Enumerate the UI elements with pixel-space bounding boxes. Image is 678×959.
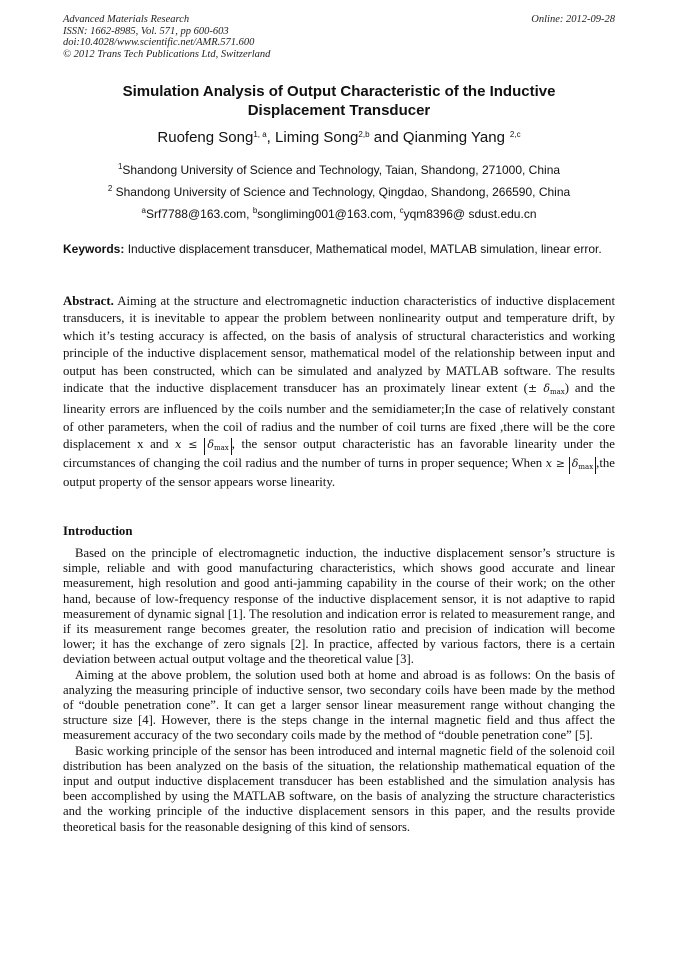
- keywords: [63, 242, 615, 257]
- affiliation-1: [63, 163, 615, 178]
- journal-name: Advanced Materials Research: [63, 14, 190, 25]
- math-subscript: max: [578, 463, 594, 472]
- email-text: yqm8396@ sdust.edu.cn: [403, 207, 537, 221]
- author-name: Liming Song: [275, 129, 359, 146]
- math-symbol: δ: [571, 457, 579, 471]
- copyright-line: © 2012 Trans Tech Publications Ltd, Switzerland: [63, 48, 271, 60]
- journal-header: [63, 14, 615, 60]
- math-subscript: max: [549, 388, 565, 397]
- paper-title: [63, 82, 615, 120]
- email-mark: c: [399, 206, 404, 215]
- author-list: [63, 128, 615, 148]
- math-symbol: δ: [207, 438, 214, 452]
- paragraph: Basic working principle of the sensor has been introduced and internal magnetic field of the solenoid coil distribution has been analyzed on the basis of the situation, the relationship mathematical equation of the input and output inductive displacement transducer has been established and the simulation analysis has been accomplished by using the MATLAB software, on the basis of analyzing the structure characteristics and the working principle of the inductive displacement sensors in this paper, and the results provide theoretical basis for the reasonable designing of this kind of sensors.: [63, 743, 615, 834]
- online-date: Online: 2012-09-28: [531, 14, 615, 25]
- math-x-ge-abs-delta: [546, 457, 596, 470]
- email-text: songliming001@163.com,: [257, 207, 400, 221]
- keywords-label: Keywords:: [63, 242, 125, 256]
- author-name: Qianming Yang: [402, 129, 505, 146]
- email-mark: b: [252, 206, 258, 215]
- keywords-text: Inductive displacement transducer, Mathematical model, MATLAB simulation, linear error.: [127, 242, 602, 256]
- math-subscript: max: [214, 444, 229, 453]
- issn-line: ISSN: 1662-8985, Vol. 571, pp 600-603: [63, 25, 229, 37]
- author-mark: 2,c: [509, 130, 521, 139]
- abstract-label: Abstract.: [63, 294, 114, 308]
- paragraph: Aiming at the above problem, the solution used both at home and abroad is as follows: On the basis of analyzing the measuring principle of inductive sensor, two secondary coils have been made by the method of “double penetration cone”. It can get a larger sensor linear measurement range without changing the structure size [4]. However, there is the steps change in the internal magnetic field and thus affect the measurement accuracy of the two secondary coils made by the method of “double penetration cone” [5].: [63, 667, 615, 743]
- math-symbol: x ≤: [175, 438, 205, 452]
- math-symbol: ± δ: [527, 382, 550, 396]
- abstract-text: ,the output property of the sensor appears worse linearity.: [63, 456, 615, 490]
- math-symbol: x ≥: [545, 457, 569, 471]
- email-text: Srf7788@163.com,: [145, 207, 253, 221]
- title-line-1: Simulation Analysis of Output Characteristic of the Inductive: [122, 83, 556, 100]
- abs-bars: [569, 457, 596, 474]
- math-x-le-abs-delta: [175, 438, 232, 451]
- email-list: [63, 207, 615, 222]
- abstract-text: ) and the linearity errors are influenced by the coils number and the semidiameter;In the case of relatively constant of other parameters, when the coil of radius and the number of coil turns are fixed ,there will be the core displacement x and: [63, 381, 615, 452]
- title-line-2: Displacement Transducer: [247, 102, 431, 119]
- author-mark: 2,b: [358, 130, 370, 139]
- math-plus-minus-delta: [528, 382, 565, 395]
- abstract-text: , the sensor output characteristic has an favorable linearity under the circumstances of changing the coil radius and the number of turns in proper sequence; When: [63, 437, 615, 471]
- author-name: Ruofeng Song: [157, 129, 254, 146]
- introduction-body: [63, 546, 615, 835]
- affiliation-2: [63, 185, 615, 200]
- author-separator: and: [369, 129, 403, 146]
- paragraph: Based on the principle of electromagnetic induction, the inductive displacement sensor’s structure is simple, reliable and with good manufacturing characteristics, which shows good accurate and linear measurement, high resolution and good anti-jamming capability in the course of their work; on the other hand, because of low-frequency response of the inductive displacement sensor, it is not adaptive to rapid measurement of dynamic signal [1]. The resolution and indication error is related to measurement range, and if its measurement range becomes greater, the resolution ratio and precision of indication will become lower; it has the exchange of zero signals [2]. In practice, affected by various factors, there is a certain deviation between actual output voltage and the theoretical value [3].: [63, 546, 615, 667]
- email-mark: a: [141, 206, 146, 215]
- abs-bars: [204, 438, 231, 455]
- affiliation-mark: 2: [107, 184, 113, 193]
- author-mark: 1, a: [253, 130, 267, 139]
- affiliation-mark: 1: [117, 162, 123, 171]
- doi-line: doi:10.4028/www.scientific.net/AMR.571.600: [63, 37, 255, 48]
- abstract: [63, 293, 615, 492]
- affiliation-text: Shandong University of Science and Technology, Taian, Shandong, 271000, China: [122, 163, 561, 177]
- section-heading-introduction: Introduction: [63, 524, 133, 538]
- author-separator: ,: [266, 129, 276, 146]
- affiliation-text: Shandong University of Science and Technology, Qingdao, Shandong, 266590, China: [115, 185, 571, 199]
- abstract-text: Aiming at the structure and electromagnetic induction characteristics of inductive displacement transducers, it is inevitable to appear the problem between nonlinearity output and temperature drift, by which it’s testing accuracy is affected, on the basis of analysis of structural characteristics and working principle of the inductive displacement sensor, mathematical model of the relationship between input and output has been constructed, which can be simulated and analyzed by MATLAB software. The results indicate that the inductive displacement transducer has an proximately linear extent (: [63, 294, 615, 396]
